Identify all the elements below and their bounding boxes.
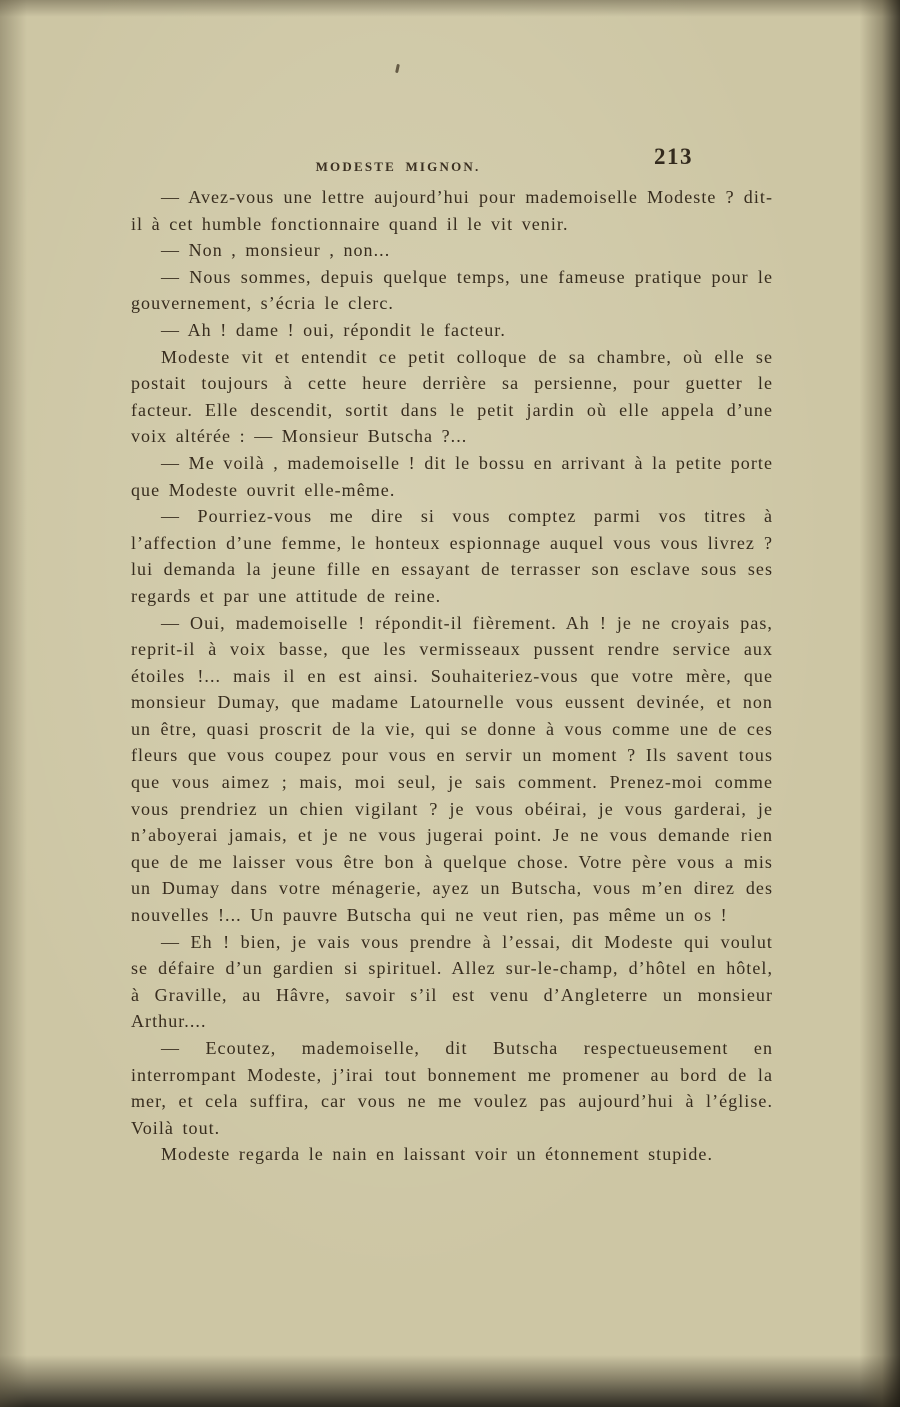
page-header — [131, 144, 773, 184]
page-number: 213 — [654, 144, 693, 169]
text-block — [131, 144, 773, 1168]
paragraph: — Pourriez-vous me dire si vous comptez parmi vos titres à l’affection d’une femme, le honteux espionnage auquel vous vous livrez ? lui demanda la jeune fille en essayant de terrasser son esclave sous ses regards et par une attitude de reine. — [131, 506, 773, 606]
paragraph: — Avez-vous une lettre aujourd’hui pour mademoiselle Modeste ? dit-il à cet humble fonctionnaire quand il le vit venir. — [131, 187, 773, 234]
paragraph: — Ecoutez, mademoiselle, dit Butscha respectueusement en interrompant Modeste, j’irai tout bonnement me promener au bord de la mer, et cela suffira, car vous ne me voulez pas aujourd’hui à l’église. Voilà tout. — [131, 1038, 773, 1138]
scan-artifact — [395, 64, 400, 73]
paragraph: — Oui, mademoiselle ! répondit-il fièrement. Ah ! je ne croyais pas, reprit-il à voix basse, que les vermisseaux pussent rendre service aux étoiles !... mais il en est ainsi. Souhaiteriez-vous que votre mère, que monsieur Dumay, que madame Latournelle vous eussent devinée, et non un être, quasi proscrit de la vie, qui se donne à vous comme une de ces fleurs que vous coupez pour vous en servir un moment ? Ils savent tous que vous aimez ; mais, moi seul, je sais comment. Prenez-moi comme vous prendriez un chien vigilant ? je vous obéirai, je vous garderai, je n’aboyerai jamais, et je ne vous jugerai point. Je ne vous demande rien que de me laisser vous être bon à quelque chose. Votre père vous a mis un Dumay dans votre ménagerie, ayez un Butscha, vous m’en direz des nouvelles !... Un pauvre Butscha qui ne veut rien, pas même un os ! — [131, 612, 773, 926]
running-title: MODESTE MIGNON. — [315, 159, 481, 174]
paragraph: — Non , monsieur , non... — [161, 240, 391, 261]
paragraph: Modeste regarda le nain en laissant voir un étonnement stupide. — [161, 1144, 714, 1165]
paragraph: Modeste vit et entendit ce petit colloque de sa chambre, où elle se postait toujours à cette heure derrière sa persienne, pour guetter le facteur. Elle descendit, sortit dans le petit jardin où elle appela d’une voix altérée : — Monsieur Butscha ?... — [131, 346, 773, 447]
body-text — [131, 184, 773, 1168]
paragraph: — Nous sommes, depuis quelque temps, une fameuse pratique pour le gouvernement, s’écria le clerc. — [131, 266, 773, 314]
paragraph: — Ah ! dame ! oui, répondit le facteur. — [161, 319, 506, 340]
paragraph: — Me voilà , mademoiselle ! dit le bossu en arrivant à la petite porte que Modeste ouvrit elle-même. — [131, 452, 773, 500]
paragraph: — Eh ! bien, je vais vous prendre à l’essai, dit Modeste qui voulut se défaire d’un gardien si spirituel. Allez sur-le-champ, d’hôtel en hôtel, à Graville, au Hâvre, savoir s’il est venu d’Angleterre un monsieur Arthur.... — [131, 931, 773, 1032]
